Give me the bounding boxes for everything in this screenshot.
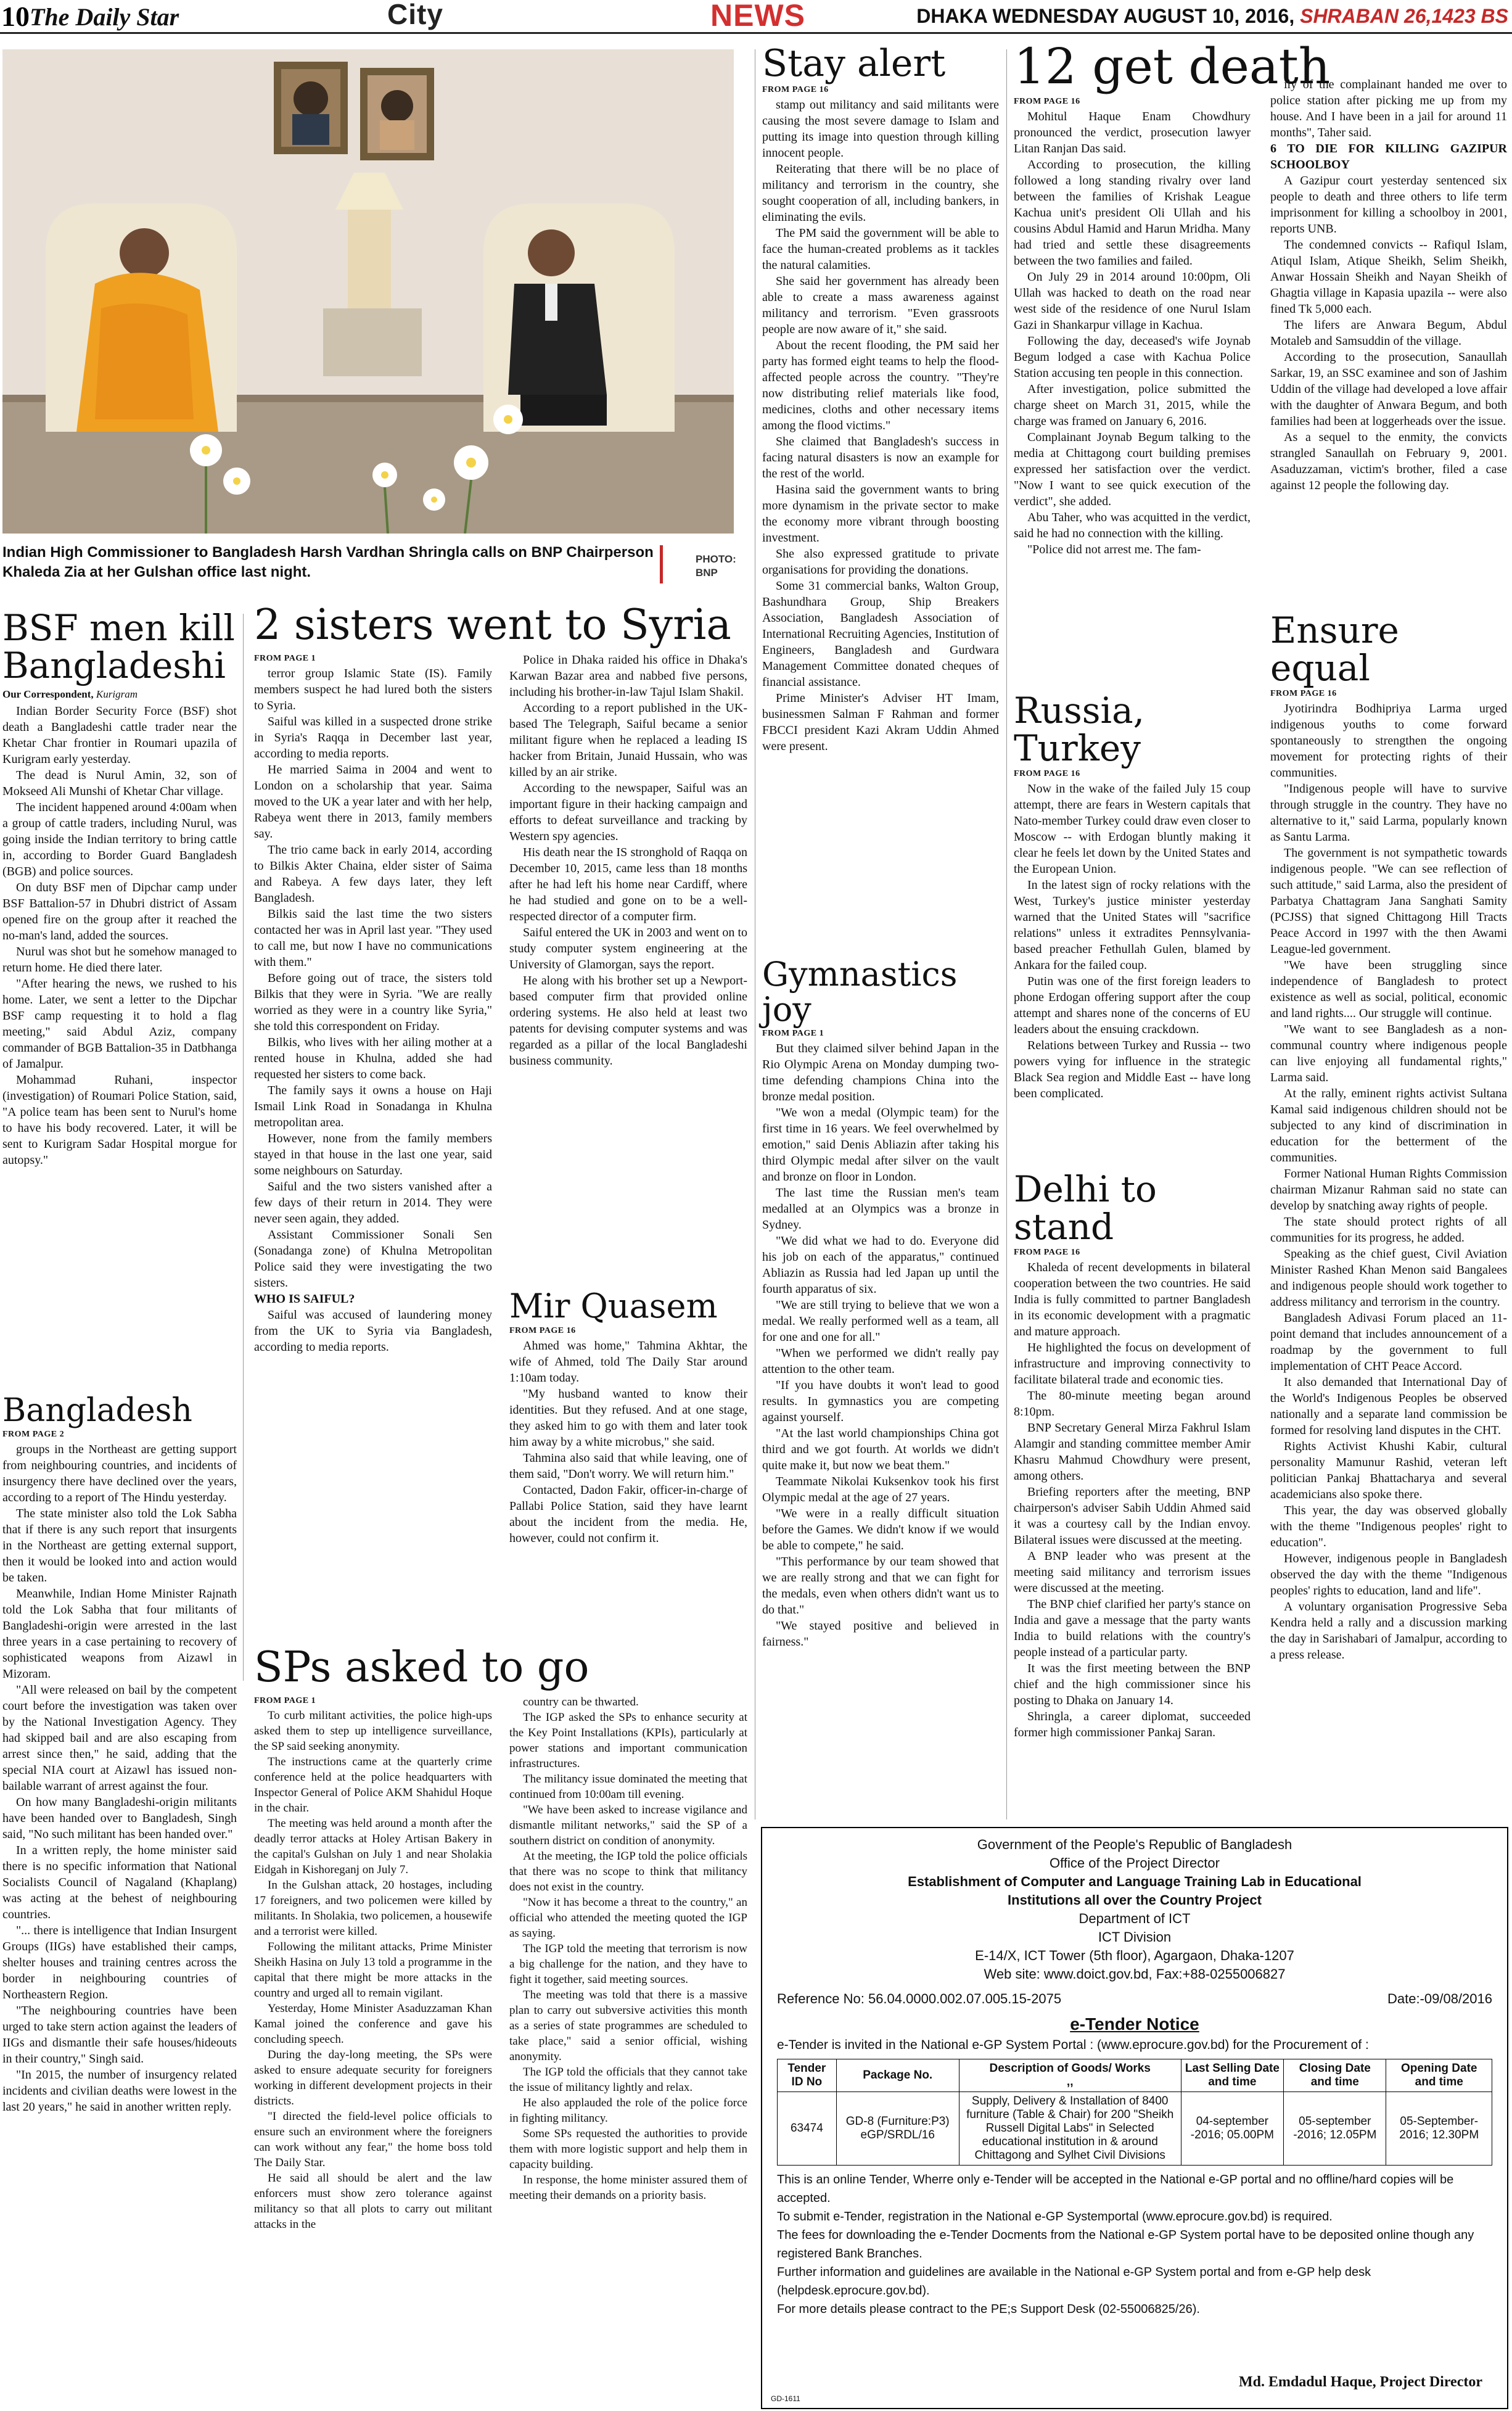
- paragraph: Some SPs requested the authorities to provide them with more logistic support and help them in capacity building.: [509, 2127, 747, 2172]
- photo-credit: PHOTO: BNP: [696, 553, 736, 579]
- paragraph: This year, the day was observed globally with the theme "Indigenous peoples' right to education".: [1270, 1503, 1507, 1549]
- body: [254, 1708, 492, 2232]
- headline: Russia, Turkey: [1014, 690, 1145, 769]
- article-quasem: [509, 1289, 747, 1546]
- notice-date: Date:-09/08/2016: [1387, 1991, 1492, 2006]
- paragraph: "In 2015, the number of insurgency related incidents and civilian deaths were lowest in the last 20 years," he said in another written reply.: [2, 2067, 237, 2114]
- from-page: FROM PAGE 16: [1014, 769, 1080, 778]
- paragraph: Teammate Nikolai Kuksenkov took his first Olympic medal at the age of 27 years.: [762, 1475, 999, 1505]
- headline: BSF men kill Bangladeshi: [2, 607, 235, 686]
- paragraph: BNP Secretary General Mirza Fakhrul Islam Alamgir and standing committee member Amir Khasru Mahmud Chowdhury were present, among others.: [1014, 1420, 1251, 1483]
- paragraph: Saiful entered the UK in 2003 and went on to study computer system engineering at the University of Glamorgan, says the report.: [509, 926, 747, 972]
- paragraph: "When we performed we didn't really pay attention to the other team.: [762, 1346, 999, 1377]
- paragraph: Reiterating that there will be no place of militancy and terrorism in the country, she sought cooperation of all, including bankers, in eliminating the evils.: [762, 162, 999, 224]
- paragraph: "Police did not arrest me. The fam-: [1027, 543, 1201, 556]
- paragraph: Police in Dhaka raided his office in Dhaka's Karwan Bazar area and nabbed five persons, including his brother-in-law Tajul Islam Shakil.: [509, 653, 747, 699]
- tender-note: To submit e-Tender, registration in the National e-GP Systemportal (www.eprocure.gov.bd) is required.: [777, 2210, 1333, 2223]
- paragraph: In the latest sign of rocky relations with the West, Turkey's justice minister yesterday warned that the United States will "sacrifice relations" unless it extradites Pennsylvania-based preacher Fethullah Gulen, blamed by Ankara for the failed coup.: [1014, 878, 1251, 972]
- paragraph: The trio came back in early 2014, according to Bilkis Akter Chaina, elder sister of Saima and Rabeya. A few days later, they left Bangladesh.: [254, 843, 492, 905]
- paragraph: "We stayed positive and believed in fairness.": [762, 1619, 999, 1649]
- paragraph: "My husband wanted to know their identities. But they refused. And at one stage, they asked him to go with them and later took him away by a white microbus," she said.: [509, 1387, 747, 1449]
- paragraph: Putin was one of the first foreign leaders to phone Erdogan offering support after the coup attempt and shares none of the concerns of EU leaders about the ensuing crackdown.: [1014, 974, 1251, 1036]
- paragraph: The dead is Nurul Amin, 32, son of Mokseed Ali Munshi of Khetar Char village.: [2, 768, 237, 798]
- signatory: Md. Emdadul Haque, Project Director: [1238, 2374, 1482, 2390]
- body: [1270, 76, 1507, 493]
- paragraph: Some 31 commercial banks, Walton Group, Bashundhara Group, Ship Breakers Association, Bangladesh Association of International Recruiting Agencies, Institution of Engineers, Bangladesh and Gurdwara Management Committee donated cheques of financial assistance.: [762, 579, 999, 689]
- paragraph: Speaking as the chief guest, Civil Aviation Minister Rashed Khan Menon said Bangalees and indigenous people should work together to address militancy and terrorism in the country.: [1270, 1247, 1507, 1309]
- byline-name: Our Correspondent,: [2, 688, 94, 700]
- tender-header-line: Establishment of Computer and Language Training Lab in Educational: [908, 1874, 1362, 1889]
- headline: SPs asked to go: [254, 1643, 590, 1692]
- tender-header-line: Web site: www.doict.gov.bd, Fax:+88-0255006827: [984, 1966, 1286, 1982]
- paragraph: Saiful was accused of laundering money from the UK to Syria via Bangladesh, according to media reports.: [254, 1308, 492, 1354]
- paragraph: At the rally, eminent rights activist Sultana Kamal said indigenous children should not be subjected to any kind of discrimination in education for the betterment of the communities.: [1270, 1086, 1507, 1164]
- paragraph: Bangladesh Adivasi Forum placed an 11-point demand that includes announcement of a roadmap by the government to full implementation of CHT Peace Accord.: [1270, 1311, 1507, 1373]
- tender-header-line: Institutions all over the Country Project: [1008, 1892, 1262, 1908]
- headline: 2 sisters went to Syria: [254, 601, 731, 649]
- paragraph: Mohammad Ruhani, inspector (investigation) of Roumari Police Station, said, "A police team has been sent to Nurul's home to have his body recovered. Later, it will be sent to Kurigram Sadar Hospital morgue for autopsy.": [2, 1073, 237, 1167]
- paragraph: On how many Bangladeshi-origin militants have been handed over to Bangladesh, Singh said, "No such militant has been handed over.": [2, 1795, 237, 1841]
- byline: [2, 688, 237, 701]
- paragraph: The BNP chief clarified her party's stance on India and gave a message that the party wants India to build relations with the country's people instead of a particular party.: [1014, 1597, 1251, 1659]
- article-delhi: [1014, 1168, 1251, 1741]
- column-header: Description of Goods/ Works ,,: [959, 2059, 1181, 2092]
- paragraph: The IGP asked the SPs to enhance security at the Key Point Installations (KPIs), particularly at power stations and important communication infrastructures.: [509, 1711, 747, 1771]
- section-label: City: [387, 0, 443, 30]
- from-page: FROM PAGE 16: [1014, 97, 1080, 106]
- column-header-mark: ,,: [1066, 2075, 1074, 2088]
- table-row: [778, 2092, 1492, 2166]
- paragraph: Indian Border Security Force (BSF) shot death a Bangladeshi cattle trader near the Khetar Char frontier in Roumari upazila of Kurigram early yesterday.: [2, 704, 237, 766]
- paragraph: Mohitul Haque Enam Chowdhury pronounced the verdict, prosecution lawyer Litan Ranjan Das said.: [1014, 110, 1251, 155]
- headline: Gymnastics joy: [762, 955, 958, 1029]
- paragraph: The meeting was told that there is a massive plan to carry out subversive activities this month as a series of state programmes are scheduled to take place," said a senior official, wishing anonymity.: [509, 1989, 747, 2064]
- paragraph: The state minister also told the Lok Sabha that if there is any such report that insurgents in the Northeast are getting external support, then it would be looked into and action would be taken.: [2, 1506, 237, 1585]
- paragraph: "We are still trying to believe that we won a medal. We really performed well as a team, all for one and one for all.": [762, 1298, 999, 1345]
- paragraph: Khaleda of recent developments in bilateral cooperation between the two countries. He said India is fully committed to partner Bangladesh in its economic development with a pragmatic and mature approach.: [1014, 1260, 1251, 1338]
- ad-code: GD-1611: [771, 2394, 800, 2403]
- paragraph: Former National Human Rights Commission chairman Mizanur Rahman said no state can develop by snatching away rights of people.: [1270, 1166, 1507, 1213]
- paragraph: As a sequel to the enmity, the convicts strangled Sanaullah on February 9, 2001. Asaduzzaman, victim's brother, filed a case against 12 people the following day.: [1270, 431, 1507, 492]
- paragraph: To curb militant activities, the police high-ups asked them to step up intelligence surveillance, the SP said seeking anonymity.: [254, 1709, 492, 1754]
- paragraph: groups in the Northeast are getting support from neighbouring countries, and incidents of insurgency there have declined over the years, according to a report of The Hindu yesterday.: [2, 1442, 237, 1504]
- paragraph: Bilkis said the last time the two sisters contacted her was in April last year. "They used to call me, but now I have no communications with them.": [254, 907, 492, 970]
- paragraph: The state should protect rights of all communities for its progress, he added.: [1270, 1214, 1507, 1245]
- paragraph: Saiful was killed in a suspected drone strike in Syria's Raqqa in December last year, according to media reports.: [254, 715, 492, 761]
- paragraph: In the Gulshan attack, 20 hostages, including 17 foreigners, and two policemen were killed by militants. In Sholakia, two policemen, a housewife and a terrorist were killed.: [254, 1879, 492, 1939]
- dateline: [916, 5, 1508, 28]
- credit-divider: [660, 545, 663, 583]
- paragraph: Saiful and the two sisters vanished after a few days of their return in 2014. They were never seen again, they added.: [254, 1180, 492, 1226]
- tender-notice: [761, 1827, 1508, 2409]
- body: [1014, 781, 1251, 1102]
- paragraph: The PM said the government will be able to face the human-created problems as it tackles the natural calamities.: [762, 226, 999, 272]
- paragraph: At the meeting, the IGP told the police officials that there was no scope to think that militancy does not exist in the country.: [509, 1850, 747, 1894]
- paragraph: stamp out militancy and said militants were causing the most severe damage to Islam and putting its image into question through killing innocent people.: [762, 98, 999, 160]
- tender-header-line: E-14/X, ICT Tower (5th floor), Agargaon, Dhaka-1207: [975, 1948, 1294, 1963]
- headline: Mir Quasem: [509, 1287, 718, 1325]
- paragraph: Ahmed was home," Tahmina Akhtar, the wife of Ahmed, told The Daily Star around 1:10am today.: [509, 1338, 747, 1385]
- article-sps: [254, 1643, 747, 2232]
- from-page: FROM PAGE 1: [254, 654, 316, 664]
- article-gymnastics: [762, 957, 999, 1650]
- headline: Delhi to stand: [1014, 1168, 1157, 1248]
- paragraph: However, none from the family members stayed in that house in the last one year, said some neighbours on Saturday.: [254, 1132, 492, 1178]
- paragraph: The IGP told the officials that they cannot take the issue of militancy lightly and relax.: [509, 2066, 747, 2095]
- paragraph: Abu Taher, who was acquitted in the verdict, said he had no connection with the killing.: [1014, 511, 1251, 540]
- paragraph: "At the last world championships China got third and we got fourth. At worlds we didn't quite make it, but now we beat them.": [762, 1427, 999, 1473]
- paragraph: Tahmina also said that while leaving, one of them said, "Don't worry. We will return him.": [509, 1451, 747, 1481]
- article-ensure: [1270, 609, 1507, 1663]
- paragraph: "We have been struggling since independence of Bangladesh to protect existence as well as social, political, economic and land rights.... Our struggle will continue.: [1270, 958, 1507, 1020]
- tender-header: [777, 1836, 1492, 1984]
- paragraph: Briefing reporters after the meeting, BNP chairperson's adviser Sabih Uddin Ahmed said it was a courtesy call by the Indian envoy. Bilateral issues were discussed at the meeting.: [1014, 1485, 1251, 1547]
- page-number: 10: [1, 1, 30, 32]
- column-rule: [243, 614, 244, 1681]
- paragraph: Contacted, Dadon Fakir, officer-in-charge of Pallabi Police Station, said they have learnt about the incident from the media. He, however, could not confirm it.: [509, 1483, 747, 1545]
- paragraph: According to the newspaper, Saiful was an important figure in their hacking campaign and efforts to defeat surveillance and tracking by Western spy agencies.: [509, 781, 747, 844]
- from-page: FROM PAGE 1: [254, 1696, 316, 1706]
- paragraph: He said all should be alert and the law enforcers must show zero tolerance against militancy so that all plots to carry out militant attacks in the: [254, 2172, 492, 2232]
- paragraph: Before going out of trace, the sisters told Bilkis that they were in Syria. "We are really worried as they were in a country like Syria," she told this correspondent on Friday.: [254, 971, 492, 1034]
- tender-header-line: Department of ICT: [1079, 1911, 1191, 1926]
- paragraph: Complainant Joynab Begum talking to the media at Chittagong court building premises expressed her satisfaction over the verdict. "Now I want to see quick execution of the verdict", she added.: [1014, 431, 1251, 508]
- column-header: Package No.: [836, 2059, 959, 2092]
- paragraph: The militancy issue dominated the meeting that continued from 10:00am till evening.: [509, 1773, 747, 1802]
- body: [2, 703, 237, 1168]
- reference-number: Reference No: 56.04.0000.002.07.005.15-2075: [777, 1991, 1062, 2006]
- paragraph: A voluntary organisation Progressive Seba Kendra held a rally and a discussion marking the day in Sarishabari of Jamalpur, according to a press release.: [1270, 1599, 1507, 1662]
- paragraph: Following the day, deceased's wife Joynab Begum lodged a case with Kachua Police Station accusing ten people in this connection.: [1014, 334, 1251, 380]
- paragraph: His death near the IS stronghold of Raqqa on December 10, 2015, came less than 18 months after he had left his home near Cardiff, where he had studied and gone on to be a well-respected director of a computer firm.: [509, 846, 747, 924]
- from-page: FROM PAGE 16: [1014, 1247, 1080, 1257]
- paragraph: terror group Islamic State (IS). Family members suspect he had lured both the sisters to Syria.: [254, 667, 492, 713]
- paragraph: But they claimed silver behind Japan in the Rio Olympic Arena on Monday dumping two-time defending champions China into the bronze medal position.: [762, 1042, 999, 1104]
- tender-notes: [777, 2170, 1492, 2318]
- body: [1014, 1259, 1251, 1741]
- date-english: DHAKA WEDNESDAY AUGUST 10, 2016,: [916, 5, 1295, 27]
- paragraph: "Indigenous people will have to survive through struggle in the country. They have no alternative to it," said Larma, popularly known as Santu Larma.: [1270, 781, 1507, 844]
- paragraph: "This performance by our team showed that we are really strong and that we can fight for the medals, even when others didn't want us to do that.": [762, 1555, 999, 1617]
- article-russia: [1014, 692, 1251, 1102]
- headline: Bangladesh: [2, 1392, 192, 1429]
- tender-intro: e-Tender is invited in the National e-GP System Portal : (www.eprocure.gov.bd) for the Procurement of :: [777, 2038, 1369, 2052]
- photo-caption: Indian High Commissioner to Bangladesh Harsh Vardhan Shringla calls on BNP Chairperson Khaleda Zia at her Gulshan office last night.: [2, 544, 654, 580]
- column-header: Tender ID No: [778, 2059, 837, 2092]
- paragraph: According to a report published in the UK-based The Telegraph, Saiful became a senior militant figure when he replaced a leading IS hacker from Britain, Junaid Hussain, who was killed by an air strike.: [509, 701, 747, 780]
- paragraph: A BNP leader who was present at the meeting said militancy and terrorism issues were discussed at the meeting.: [1014, 1549, 1251, 1595]
- body: [2, 1441, 237, 2115]
- paragraph: He married Saima in 2004 and went to London on a scholarship that year. Saima moved to the UK a year later and with her help, Rabeya went there in 2013, family members say.: [254, 763, 492, 841]
- paragraph: "We won a medal (Olympic team) for the first time in 16 years. We feel overwhelmed by emotion," said Denis Abliazin after taking his third Olympic medal after silver on the vault and bronze on floor in London.: [762, 1106, 999, 1184]
- from-page: FROM PAGE 16: [762, 85, 829, 94]
- paragraph: During the day-long meeting, the SPs were asked to ensure adequate security for foreigners working in different development projects in their districts.: [254, 2048, 492, 2108]
- paragraph: The government is not sympathetic towards indigenous people. "We can see reflection of such attitude," said Larma, also the president of Parbatya Chattagram Jana Sanghati Samity (PCJSS) that signed Chittagong Hill Tracts Peace Accord in 1997 with the then Awami League-led government.: [1270, 846, 1507, 956]
- paragraph: After investigation, police submitted the charge sheet on March 31, 2015, while the charge was framed on January 6, 2016.: [1014, 382, 1251, 428]
- article-sisters: [254, 603, 747, 1355]
- paragraph: It was the first meeting between the BNP chief and the high commissioner since his posting to Dhaka on January 14.: [1014, 1661, 1251, 1707]
- paragraph: Nurul was shot but he somehow managed to return home. He died there later.: [2, 944, 237, 975]
- paragraph: Yesterday, Home Minister Asaduzzaman Khan Kamal joined the conference and gave his concluding speech.: [254, 2002, 492, 2046]
- paragraph: "Now it has become a threat to the country," an official who attended the meeting quoted the IGP as saying.: [509, 1896, 747, 1940]
- body: [509, 1694, 747, 2203]
- paragraph: He along with his brother set up a Newport-based computer firm that provided online ordering systems. He also held at least two patents for devising computer systems and was regarded as a pillar of the local Bangladeshi business community.: [509, 974, 747, 1068]
- paragraph: Assistant Commissioner Sonali Sen (Sonadanga zone) of Khulna Metropolitan Police said they were investigating the two sisters.: [254, 1228, 492, 1290]
- paragraph: 6 TO DIE FOR KILLING GAZIPUR SCHOOLBOY: [1270, 142, 1507, 171]
- table-cell: GD-8 (Furniture:P3) eGP/SRDL/16: [836, 2092, 959, 2166]
- headline: 12 get death: [1014, 38, 1331, 95]
- paragraph: country can be thwarted.: [523, 1696, 639, 1709]
- paragraph: "We did what we had to do. Everyone did his job on each of the apparatus," continued Abliazin as Russia had led Japan up until the fourth apparatus of six.: [762, 1234, 999, 1296]
- tender-note: This is an online Tender, Wherre only e-Tender will be accepted in the National e-GP portal and no offline/hard copies will be accepted.: [777, 2173, 1454, 2205]
- paragraph: The meeting was held around a month after the deadly terror attacks at Holey Artisan Bakery in the capital's Gulshan on July 1 and near Sholakia Eidgah in Kishoreganj on July 7.: [254, 1817, 492, 1877]
- tender-header-line: Government of the People's Republic of Bangladesh: [977, 1837, 1292, 1852]
- article-death: [1014, 38, 1507, 558]
- paragraph: The incident happened around 4:00am when a group of cattle traders, including Nurul, was going inside the Indian territory to bring cattle in, according to Border Guard Bangladesh (BGB) and police sources.: [2, 800, 237, 878]
- paragraph: WHO IS SAIFUL?: [254, 1292, 355, 1306]
- paragraph: "I directed the field-level police officials to ensure such an environment where the foreigners can work without any fear," the home boss told The Daily Star.: [254, 2110, 492, 2170]
- paragraph: About the recent flooding, the PM said her party has formed eight teams to help the flood-affected people across the country. "They're now distributing relief materials like food, medicines, cloths and other necessary items among the flood victims.": [762, 339, 999, 432]
- article-stay-alert: [762, 44, 999, 754]
- paragraph: She claimed that Bangladesh's success in facing natural disasters is now an example for the rest of the world.: [762, 435, 999, 480]
- paragraph: According to the prosecution, Sanaullah Sarkar, 19, an SSC examinee and son of Jashim Uddin of the village had developed a love affair with the daughter of Anwara Begum, and both families had been at loggerheads over the issue.: [1270, 350, 1507, 428]
- paragraph: On July 29 in 2014 around 10:00pm, Oli Ullah was hacked to death on the road near west side of the residence of one Nurul Islam Gazi in Shankarpur village in Kachua.: [1014, 270, 1251, 332]
- paragraph: The last time the Russian men's team medalled at an Olympics was a bronze in Sydney.: [762, 1186, 999, 1232]
- from-page: FROM PAGE 16: [509, 1325, 576, 1335]
- paragraph: Shringla, a career diplomat, succeeded former high commissioner Pankaj Saran.: [1014, 1709, 1251, 1739]
- column-rule: [1006, 49, 1007, 1820]
- article-bsf: [2, 609, 237, 1168]
- paragraph: Meanwhile, Indian Home Minister Rajnath told the Lok Sabha that four militants of Bangladeshi-origin were arrested in the last three years in a case pertaining to recovery of sophisticated weapons from Aizawl in Mizoram.: [2, 1586, 237, 1681]
- paragraph: "We want to see Bangladesh as a non-communal country where indigenous people can live enjoying all fundamental rights," Larma said.: [1270, 1022, 1507, 1084]
- body: [509, 652, 747, 1069]
- paper-name: The Daily Star: [30, 3, 179, 31]
- from-page: FROM PAGE 2: [2, 1429, 65, 1439]
- paragraph: "We have been asked to increase vigilance and dismantle militant networks," said the SP of a southern district on condition of anonymity.: [509, 1803, 747, 1848]
- paragraph: "... there is intelligence that Indian Insurgent Groups (IIGs) have established their camps, shelter houses and training centres across the border in neighbouring countries of Northeastern Region.: [2, 1923, 237, 2001]
- paragraph: The condemned convicts -- Rafiqul Islam, Atiqul Islam, Atique Sheikh, Selim Sheikh, Anwar Hossain Sheikh and Nayan Sheikh of Ghagtia village in Kapasia upazila -- were also fined Tk 5,000 each.: [1270, 238, 1507, 316]
- table-cell: 04-september -2016; 05.00PM: [1181, 2092, 1283, 2166]
- paragraph: Following the militant attacks, Prime Minister Sheikh Hasina on July 13 told a programme in the capital that there might be more attacks in the country and urged all to remain vigilant.: [254, 1940, 492, 2000]
- body: [1270, 701, 1507, 1663]
- table-cell: 05-september -2016; 12.05PM: [1284, 2092, 1386, 2166]
- paragraph: ily of the complainant handed me over to police station after picking me up from my house. And I have been in a jail for around 11 months", Taher said.: [1270, 78, 1507, 139]
- paragraph: "The neighbouring countries have been urged to take stern action against the leaders of IIGs and dismantle their safe houses/hideouts in their country," Singh said.: [2, 2003, 237, 2066]
- table-cell: 63474: [778, 2092, 837, 2166]
- paragraph: In a written reply, the home minister said there is no specific information that National Socialists Council of Nagaland (Khaplang) was acting at the behest of neighbouring countries.: [2, 1843, 237, 1921]
- paragraph: Prime Minister's Adviser HT Imam, businessmen Salman F Rahman and former FBCCI president Kazi Akram Uddin Ahmed were present.: [762, 691, 999, 753]
- from-page: FROM PAGE 16: [1270, 688, 1337, 698]
- paragraph: Relations between Turkey and Russia -- two powers vying for influence in the strategic Black Sea region and Middle East -- have long been complicated.: [1014, 1038, 1251, 1100]
- paragraph: However, indigenous people in Bangladesh observed the day with the theme "Indigenous peoples' rights to education, land and life".: [1270, 1551, 1507, 1597]
- paragraph: "We were in a really difficult situation before the Games. We didn't know if we would be able to compete," he said.: [762, 1507, 999, 1553]
- paragraph: In response, the home minister assured them of meeting their demands on a priority basis.: [509, 2174, 747, 2203]
- article-bangladesh: [2, 1394, 237, 2115]
- tender-note: The fees for downloading the e-Tender Docments from the National e-GP System portal have to be deposited online though any registered Bank Branches.: [777, 2228, 1474, 2261]
- tender-note: Further information and guidelines are available in the National e-GP System portal and from e-GP help desk (helpdesk.eprocure.gov.bd).: [777, 2265, 1371, 2298]
- paragraph: "If you have doubts it won't lead to good results. In gymnastics you are competing against yourself.: [762, 1379, 999, 1425]
- paragraph: The IGP told the meeting that terrorism is now a big challenge for the nation, and they have to fight it together, said meeting sources.: [509, 1942, 747, 1987]
- paragraph: The family says it owns a house on Haji Ismail Link Road in Sonadanga in Khulna metropolitan area.: [254, 1084, 492, 1130]
- paragraph: Now in the wake of the failed July 15 coup attempt, there are fears in Western capitals that Nato-member Turkey could draw even closer to Moscow -- with Erdogan bluntly making it clear he feels let down by the United States and the European Union.: [1014, 781, 1251, 876]
- from-page: FROM PAGE 1: [762, 1029, 824, 1039]
- masthead: [0, 0, 1512, 34]
- tender-reference: [777, 1991, 1492, 2007]
- tender-header-line: Office of the Project Director: [1050, 1855, 1220, 1871]
- paragraph: "After hearing the news, we rushed to his home. Later, we sent a letter to the Dipchar BSF camp requesting it to hold a flag meeting," said Abdul Aziz, company commander of BGB Battalion-35 in Datbhanga of Jamalpur.: [2, 976, 237, 1071]
- paragraph: Jyotirindra Bodhipriya Larma urged indigenous youths to come forward spontaneously to strengthen the ongoing movement for protecting rights of their communities.: [1270, 701, 1507, 780]
- body: [254, 666, 492, 1355]
- paragraph: He also applauded the role of the police force in fighting militancy.: [509, 2096, 747, 2125]
- tender-table: [777, 2059, 1492, 2166]
- paragraph: A Gazipur court yesterday sentenced six people to death and three others to life term imprisonment for killing a schoolboy in 2001, reports UNB.: [1270, 174, 1507, 236]
- paragraph: She also expressed gratitude to private organisations for providing the donations.: [762, 547, 999, 577]
- body: [1014, 109, 1251, 558]
- tender-title: e-Tender Notice: [1070, 2014, 1199, 2034]
- date-bangla: SHRABAN 26,1423 BS: [1300, 5, 1508, 27]
- body: [509, 1338, 747, 1546]
- tender-header-line: ICT Division: [1098, 1929, 1172, 1945]
- edition-label: NEWS: [710, 0, 805, 33]
- byline-place: Kurigram: [96, 688, 138, 700]
- column-header: Opening Date and time: [1386, 2059, 1492, 2092]
- paragraph: Rights Activist Khushi Kabir, cultural personality Mamunur Rashid, veteran left politician Pankaj Bhattacharya and several academicians also spoke there.: [1270, 1439, 1507, 1501]
- paragraph: Hasina said the government wants to bring more dynamism in the private sector to make the economy more vibrant through boosting investment.: [762, 483, 999, 545]
- paragraph: The lifers are Anwara Begum, Abdul Motaleb and Samsuddin of the village.: [1270, 318, 1507, 348]
- headline: Stay alert: [762, 42, 946, 85]
- paragraph: The 80-minute meeting began around 8:10pm.: [1014, 1388, 1251, 1419]
- column-header: Last Selling Date and time: [1181, 2059, 1283, 2092]
- column-header: Closing Date and time: [1284, 2059, 1386, 2092]
- body: [762, 97, 999, 754]
- headline: Ensure equal: [1270, 609, 1399, 689]
- paragraph: Bilkis, who lives with her ailing mother at a rented house in Khulna, added she had requested her sisters to come back.: [254, 1036, 492, 1082]
- news-photo: [2, 49, 734, 534]
- paragraph: On duty BSF men of Dipchar camp under BSF Battalion-57 in Dhubri district of Assam opened fire on the group after it reached the no-man's land, added the sources.: [2, 880, 237, 942]
- paragraph: She said her government has already been able to create a mass awareness against militancy and terrorism. "Even grassroots people are now aware of it," she said.: [762, 274, 999, 336]
- table-header-row: [778, 2059, 1492, 2092]
- paragraph: According to prosecution, the killing followed a long standing rivalry over land between the families of Krishak League Kachua unit's president Oli Ullah and his cousins Abdul Hamid and Harun Mridha. Many had tried and settle these disagreements between the two families and failed.: [1014, 158, 1251, 268]
- paragraph: It also demanded that International Day of the World's Indigenous Peoples be observed nationally and a separate land commission be formed for resolving land disputes in the CHT.: [1270, 1375, 1507, 1437]
- paragraph: "All were released on bail by the competent court before the investigation was taken over by the National Investigation Agency. They had skipped bail and are also escaping from arrest since then," he said, adding that the special NIA court at Aizawl has issued non-bailable warrant of arrest against the four.: [2, 1683, 237, 1793]
- paragraph: He highlighted the focus on development of infrastructure and improving connectivity to facilitate bilateral trade and economic ties.: [1014, 1340, 1251, 1387]
- body: [762, 1041, 999, 1650]
- table-cell: 05-September-2016; 12.30PM: [1386, 2092, 1492, 2166]
- tender-note: For more details please contract to the PE;s Support Desk (02-55006825/26).: [777, 2302, 1200, 2316]
- table-cell: Supply, Delivery & Installation of 8400 furniture (Table & Chair) for 200 "Sheikh Russell Digital Labs" in Selected educational institution in & around Chittagong and Sylhet Civil Divisions: [959, 2092, 1181, 2166]
- paragraph: The instructions came at the quarterly crime conference held at the police headquarters with Inspector General of Police AKM Shahidul Hoque in the chair.: [254, 1755, 492, 1815]
